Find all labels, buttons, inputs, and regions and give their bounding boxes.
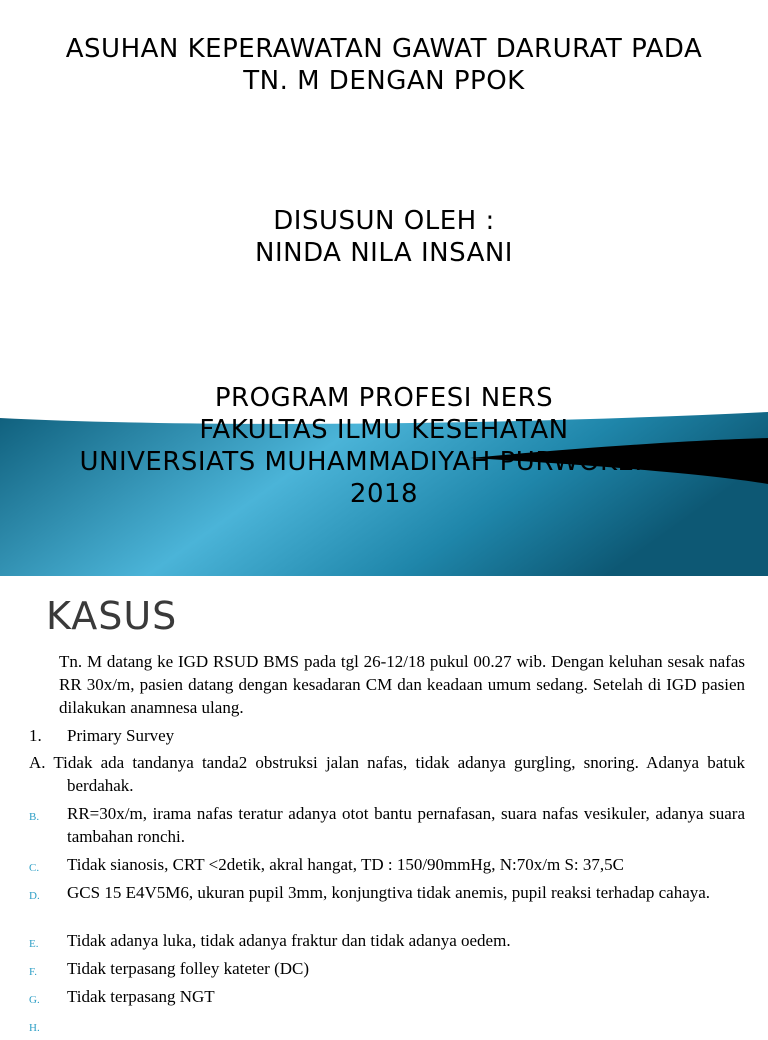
slide-heading: KASUS [46, 594, 178, 638]
author-label: DISUSUN OLEH : [273, 206, 495, 236]
list-item-text: Tidak terpasang folley kateter (DC) [67, 959, 310, 978]
author-name: NINDA NILA INSANI [255, 238, 513, 268]
section-number: 1. [29, 726, 42, 745]
list-item-text: Tidak adanya luka, tidak adanya fraktur dan tidak adanya oedem. [67, 931, 511, 950]
list-item-text: GCS 15 E4V5M6, ukuran pupil 3mm, konjungtiva tidak anemis, pupil reaksi terhadap cahaya. [67, 883, 711, 902]
list-marker: F. [29, 966, 37, 978]
author-block [0, 205, 768, 269]
presentation-title [0, 33, 768, 97]
program-name: PROGRAM PROFESI NERS [214, 383, 554, 413]
faculty-name: FAKULTAS ILMU KESEHATAN [199, 415, 569, 445]
list-marker: G. [29, 994, 40, 1006]
year: 2018 [349, 479, 419, 509]
section-title: Primary Survey [67, 726, 175, 745]
university-name: UNIVERSIATS MUHAMMADIYAH PURWOKERTO [79, 447, 689, 477]
list-marker: E. [29, 938, 39, 950]
title-line: TN. M DENGAN PPOK [243, 66, 525, 96]
institution-block [0, 382, 768, 510]
list-marker: H. [29, 1022, 40, 1034]
item-a-text [29, 751, 745, 797]
list-item-text: Tidak terpasang NGT [67, 987, 215, 1006]
list-marker: C. [29, 862, 40, 874]
case-intro-paragraph: Tn. M datang ke IGD RSUD BMS pada tgl 26-12/18 pukul 00.27 wib. Dengan keluhan sesak nafas RR 30x/m, pasien datang dengan kesadaran CM dan keadaan umum sedang. Setelah di IGD pasien dilakukan anamnesa ulang. [59, 652, 745, 717]
list-marker: B. [29, 811, 40, 823]
list-item-text: RR=30x/m, irama nafas teratur adanya otot bantu pernafasan, suara nafas vesikuler, adanya suara tambahan ronchi. [67, 804, 745, 846]
item-a-content: A. Tidak ada tandanya tanda2 obstruksi jalan nafas, tidak adanya gurgling, snoring. Adanya batuk berdahak. [29, 753, 745, 795]
title-line: ASUHAN KEPERAWATAN GAWAT DARURAT PADA [65, 34, 703, 64]
case-slide [0, 576, 768, 1034]
list-marker: D. [29, 890, 40, 902]
list-item-text: Tidak sianosis, CRT <2detik, akral hangat, TD : 150/90mmHg, N:70x/m S: 37,5C [67, 855, 624, 874]
